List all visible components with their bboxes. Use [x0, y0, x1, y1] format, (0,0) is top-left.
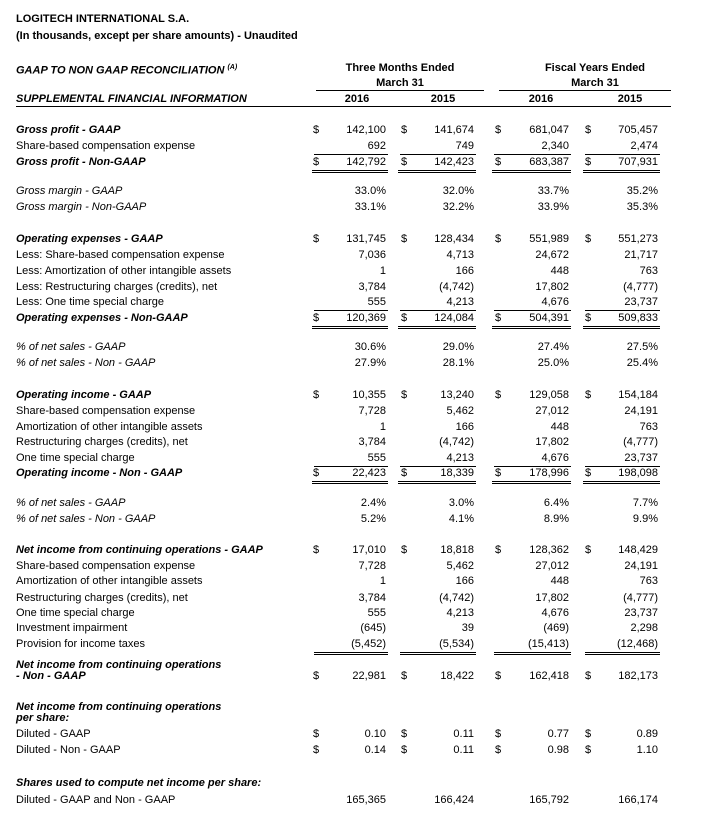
dollar-sign: $	[585, 744, 592, 756]
row-label: Operating income - GAAP	[16, 389, 152, 401]
total-rule	[398, 328, 476, 329]
row-value: 6.4%	[543, 497, 569, 509]
subtotal-rule	[494, 654, 571, 655]
row-value: 148,429	[618, 544, 658, 556]
row-value: 27,012	[535, 405, 569, 417]
row-value: (4,742)	[439, 281, 474, 293]
row-value: 22,981	[352, 670, 386, 682]
row-label: Shares used to compute net income per share:	[16, 777, 262, 789]
row-value: 3,784	[358, 436, 386, 448]
dollar-sign: $	[313, 156, 320, 168]
dollar-sign: $	[313, 728, 320, 740]
row-value: 555	[367, 607, 386, 619]
reconciliation-title-text: GAAP TO NON GAAP RECONCILIATION	[16, 64, 225, 77]
row-value: 23,737	[624, 452, 658, 464]
subtotal-rule	[585, 154, 660, 155]
dollar-sign: $	[313, 389, 320, 401]
row-value: 2,340	[541, 140, 569, 152]
row-value: 0.98	[547, 744, 569, 756]
row-label: Amortization of other intangible assets	[16, 575, 203, 587]
row-value: 21,717	[624, 249, 658, 261]
subtotal-rule	[494, 310, 571, 311]
dollar-sign: $	[585, 124, 592, 136]
row-value: 198,098	[618, 467, 658, 479]
row-value: 5,462	[446, 405, 474, 417]
dollar-sign: $	[401, 389, 408, 401]
year-col-1: 2016	[344, 93, 370, 105]
row-value: 1	[379, 265, 386, 277]
row-value: (4,777)	[623, 436, 658, 448]
total-rule	[492, 172, 571, 173]
row-label-continued: - Non - GAAP	[16, 670, 86, 682]
dollar-sign: $	[585, 233, 592, 245]
total-rule	[312, 481, 388, 482]
subtotal-rule	[494, 154, 571, 155]
year-col-3: 2016	[528, 93, 554, 105]
row-value: (645)	[360, 622, 386, 634]
row-label: % of net sales - GAAP	[16, 341, 126, 353]
row-label: Diluted - GAAP	[16, 728, 91, 740]
dollar-sign: $	[585, 670, 592, 682]
row-value: 692	[367, 140, 386, 152]
dollar-sign: $	[495, 156, 502, 168]
row-value: 13,240	[440, 389, 474, 401]
row-value: 178,996	[529, 467, 569, 479]
row-value: 24,191	[624, 405, 658, 417]
total-rule	[398, 170, 476, 171]
dollar-sign: $	[585, 467, 592, 479]
row-label: Net income from continuing operations - GAAP	[16, 544, 263, 556]
row-label: One time special charge	[16, 607, 135, 619]
row-value: 763	[639, 575, 658, 587]
row-value: 32.0%	[442, 185, 474, 197]
row-label: Share-based compensation expense	[16, 405, 196, 417]
row-value: 4,213	[446, 452, 474, 464]
row-value: 7.7%	[632, 497, 658, 509]
row-label: Gross margin - Non-GAAP	[16, 201, 147, 213]
row-value: 18,818	[440, 544, 474, 556]
row-value: 705,457	[618, 124, 658, 136]
row-value: 749	[455, 140, 474, 152]
row-label: Diluted - Non - GAAP	[16, 744, 121, 756]
dollar-sign: $	[401, 744, 408, 756]
year-col-2: 2015	[430, 93, 456, 105]
row-value: 4,676	[541, 607, 569, 619]
row-value: 129,058	[529, 389, 569, 401]
year-col-4: 2015	[617, 93, 643, 105]
row-value: 4,713	[446, 249, 474, 261]
row-label: Share-based compensation expense	[16, 140, 196, 152]
row-label: Investment impairment	[16, 622, 128, 634]
dollar-sign: $	[495, 670, 502, 682]
row-value: 18,422	[440, 670, 474, 682]
subtotal-rule	[314, 154, 388, 155]
row-label-continued: per share:	[16, 712, 70, 724]
dollar-sign: $	[401, 124, 408, 136]
total-rule	[583, 481, 660, 482]
total-rule	[583, 483, 660, 484]
row-value: (4,777)	[623, 281, 658, 293]
dollar-sign: $	[585, 312, 592, 324]
row-value: 39	[461, 622, 474, 634]
row-value: 27.4%	[537, 341, 569, 353]
row-value: 504,391	[529, 312, 569, 324]
row-value: (5,534)	[439, 638, 474, 650]
dollar-sign: $	[401, 467, 408, 479]
row-value: 124,084	[434, 312, 474, 324]
dollar-sign: $	[585, 728, 592, 740]
row-value: 33.9%	[537, 201, 569, 213]
row-value: 128,362	[529, 544, 569, 556]
row-label: Provision for income taxes	[16, 638, 145, 650]
dollar-sign: $	[313, 744, 320, 756]
row-value: 120,369	[346, 312, 386, 324]
row-value: 5.2%	[360, 513, 386, 525]
row-label: Less: Amortization of other intangible assets	[16, 265, 232, 277]
row-value: (12,468)	[617, 638, 658, 650]
row-value: 551,989	[529, 233, 569, 245]
total-rule	[583, 326, 660, 327]
row-value: 33.1%	[354, 201, 386, 213]
row-value: 128,434	[434, 233, 474, 245]
report-subtitle: (In thousands, except per share amounts) - Unaudited	[16, 30, 298, 42]
row-value: 142,792	[346, 156, 386, 168]
total-rule	[492, 170, 571, 171]
header-rule	[16, 106, 671, 107]
row-label: Gross profit - GAAP	[16, 124, 121, 136]
row-value: 7,728	[358, 405, 386, 417]
row-value: 2,474	[630, 140, 658, 152]
row-value: 30.6%	[354, 341, 386, 353]
row-value: 142,423	[434, 156, 474, 168]
row-label: Less: Restructuring charges (credits), net	[16, 281, 218, 293]
reconciliation-title	[16, 61, 237, 78]
total-rule	[492, 326, 571, 327]
dollar-sign: $	[495, 744, 502, 756]
row-label: Less: Share-based compensation expense	[16, 249, 225, 261]
row-value: 555	[367, 452, 386, 464]
subtotal-rule	[585, 652, 660, 653]
total-rule	[398, 172, 476, 173]
row-value: 23,737	[624, 296, 658, 308]
dollar-sign: $	[313, 544, 320, 556]
dollar-sign: $	[313, 467, 320, 479]
row-value: 9.9%	[632, 513, 658, 525]
dollar-sign: $	[401, 312, 408, 324]
row-value: 28.1%	[442, 357, 474, 369]
total-rule	[398, 326, 476, 327]
total-rule	[312, 483, 388, 484]
row-value: 17,802	[535, 436, 569, 448]
row-value: 7,036	[358, 249, 386, 261]
row-label: Restructuring charges (credits), net	[16, 592, 188, 604]
row-label: Share-based compensation expense	[16, 560, 196, 572]
row-value: 165,792	[529, 794, 569, 806]
total-rule	[492, 481, 571, 482]
row-value: 0.89	[636, 728, 658, 740]
row-label: Operating income - Non - GAAP	[16, 467, 183, 479]
total-rule	[492, 483, 571, 484]
row-value: 10,355	[352, 389, 386, 401]
row-label: Operating expenses - GAAP	[16, 233, 163, 245]
fiscal-years-rule	[499, 90, 671, 91]
row-value: 27.5%	[626, 341, 658, 353]
row-label: % of net sales - Non - GAAP	[16, 513, 156, 525]
dollar-sign: $	[401, 670, 408, 682]
row-value: 3.0%	[448, 497, 474, 509]
row-value: 142,100	[346, 124, 386, 136]
row-label: % of net sales - GAAP	[16, 497, 126, 509]
row-value: 3,784	[358, 281, 386, 293]
row-value: 165,365	[346, 794, 386, 806]
total-rule	[398, 483, 476, 484]
total-rule	[583, 172, 660, 173]
dollar-sign: $	[585, 544, 592, 556]
row-value: 3,784	[358, 592, 386, 604]
row-value: 24,191	[624, 560, 658, 572]
subtotal-rule	[314, 654, 388, 655]
row-label: Restructuring charges (credits), net	[16, 436, 188, 448]
row-value: 4,213	[446, 296, 474, 308]
row-value: 17,802	[535, 281, 569, 293]
row-value: (15,413)	[528, 638, 569, 650]
three-months-heading: Three Months Ended	[345, 62, 455, 74]
row-value: 448	[550, 265, 569, 277]
row-value: 166	[455, 265, 474, 277]
row-value: 0.77	[547, 728, 569, 740]
total-rule	[312, 170, 388, 171]
row-value: 8.9%	[543, 513, 569, 525]
dollar-sign: $	[495, 312, 502, 324]
row-value: 5,462	[446, 560, 474, 572]
row-value: 131,745	[346, 233, 386, 245]
dollar-sign: $	[313, 233, 320, 245]
row-value: 35.2%	[626, 185, 658, 197]
row-value: 0.11	[453, 744, 474, 756]
subtotal-rule	[400, 310, 476, 311]
row-label: Less: One time special charge	[16, 296, 164, 308]
row-value: 162,418	[529, 670, 569, 682]
dollar-sign: $	[585, 156, 592, 168]
row-value: 23,737	[624, 607, 658, 619]
row-value: 35.3%	[626, 201, 658, 213]
row-value: 509,833	[618, 312, 658, 324]
row-label: Gross profit - Non-GAAP	[16, 156, 146, 168]
row-value: 4,676	[541, 296, 569, 308]
dollar-sign: $	[495, 124, 502, 136]
row-value: 33.0%	[354, 185, 386, 197]
row-label: Net income from continuing operations	[16, 659, 222, 671]
row-value: 27,012	[535, 560, 569, 572]
fiscal-years-subheading: March 31	[571, 77, 619, 89]
row-value: (4,742)	[439, 592, 474, 604]
row-value: 2.4%	[360, 497, 386, 509]
row-value: 2,298	[630, 622, 658, 634]
row-value: 25.0%	[537, 357, 569, 369]
row-value: 763	[639, 265, 658, 277]
three-months-subheading: March 31	[376, 77, 424, 89]
row-label: % of net sales - Non - GAAP	[16, 357, 156, 369]
row-value: 555	[367, 296, 386, 308]
row-value: 17,802	[535, 592, 569, 604]
row-label: Operating expenses - Non-GAAP	[16, 312, 188, 324]
dollar-sign: $	[401, 728, 408, 740]
subtotal-rule	[314, 310, 388, 311]
dollar-sign: $	[313, 670, 320, 682]
row-value: 0.14	[364, 744, 386, 756]
row-value: 0.10	[364, 728, 386, 740]
row-value: 448	[550, 575, 569, 587]
subtotal-rule	[585, 310, 660, 311]
row-value: 1.10	[636, 744, 658, 756]
row-value: (5,452)	[351, 638, 386, 650]
row-label: Diluted - GAAP and Non - GAAP	[16, 794, 176, 806]
total-rule	[312, 172, 388, 173]
row-value: 4,213	[446, 607, 474, 619]
subtotal-rule	[314, 652, 388, 653]
row-value: 763	[639, 421, 658, 433]
row-value: 707,931	[618, 156, 658, 168]
row-value: 29.0%	[442, 341, 474, 353]
row-value: 17,010	[352, 544, 386, 556]
subtotal-rule	[585, 654, 660, 655]
dollar-sign: $	[313, 124, 320, 136]
dollar-sign: $	[495, 728, 502, 740]
supplemental-heading: SUPPLEMENTAL FINANCIAL INFORMATION	[16, 93, 247, 105]
row-value: 32.2%	[442, 201, 474, 213]
subtotal-rule	[400, 652, 476, 653]
dollar-sign: $	[401, 544, 408, 556]
row-value: (4,777)	[623, 592, 658, 604]
subtotal-rule	[400, 654, 476, 655]
row-value: 27.9%	[354, 357, 386, 369]
row-value: 166	[455, 421, 474, 433]
row-value: 166,174	[618, 794, 658, 806]
row-value: 141,674	[434, 124, 474, 136]
total-rule	[583, 328, 660, 329]
row-value: 7,728	[358, 560, 386, 572]
row-value: 4,676	[541, 452, 569, 464]
row-value: 154,184	[618, 389, 658, 401]
total-rule	[312, 328, 388, 329]
row-value: 18,339	[440, 467, 474, 479]
row-value: 166	[455, 575, 474, 587]
dollar-sign: $	[495, 389, 502, 401]
row-value: 22,423	[352, 467, 386, 479]
row-value: 166,424	[434, 794, 474, 806]
row-value: 551,273	[618, 233, 658, 245]
row-value: 4.1%	[448, 513, 474, 525]
row-value: 24,672	[535, 249, 569, 261]
row-value: 681,047	[529, 124, 569, 136]
row-label: Gross margin - GAAP	[16, 185, 123, 197]
reconciliation-note: (A)	[227, 64, 238, 71]
row-value: 1	[379, 575, 386, 587]
subtotal-rule	[400, 154, 476, 155]
total-rule	[583, 170, 660, 171]
row-label: One time special charge	[16, 452, 135, 464]
row-label: Net income from continuing operations	[16, 701, 222, 713]
company-name: LOGITECH INTERNATIONAL S.A.	[16, 13, 190, 25]
row-value: (4,742)	[439, 436, 474, 448]
total-rule	[398, 481, 476, 482]
row-value: (469)	[543, 622, 569, 634]
fiscal-years-heading: Fiscal Years Ended	[544, 62, 646, 74]
row-value: 0.11	[453, 728, 474, 740]
total-rule	[492, 328, 571, 329]
three-months-rule	[316, 90, 484, 91]
dollar-sign: $	[313, 312, 320, 324]
dollar-sign: $	[495, 544, 502, 556]
dollar-sign: $	[495, 233, 502, 245]
row-value: 448	[550, 421, 569, 433]
row-value: 182,173	[618, 670, 658, 682]
dollar-sign: $	[585, 389, 592, 401]
subtotal-rule	[494, 652, 571, 653]
row-value: 1	[379, 421, 386, 433]
row-value: 25.4%	[626, 357, 658, 369]
dollar-sign: $	[495, 467, 502, 479]
row-value: 683,387	[529, 156, 569, 168]
dollar-sign: $	[401, 233, 408, 245]
row-value: 33.7%	[537, 185, 569, 197]
row-label: Amortization of other intangible assets	[16, 421, 203, 433]
total-rule	[312, 326, 388, 327]
dollar-sign: $	[401, 156, 408, 168]
